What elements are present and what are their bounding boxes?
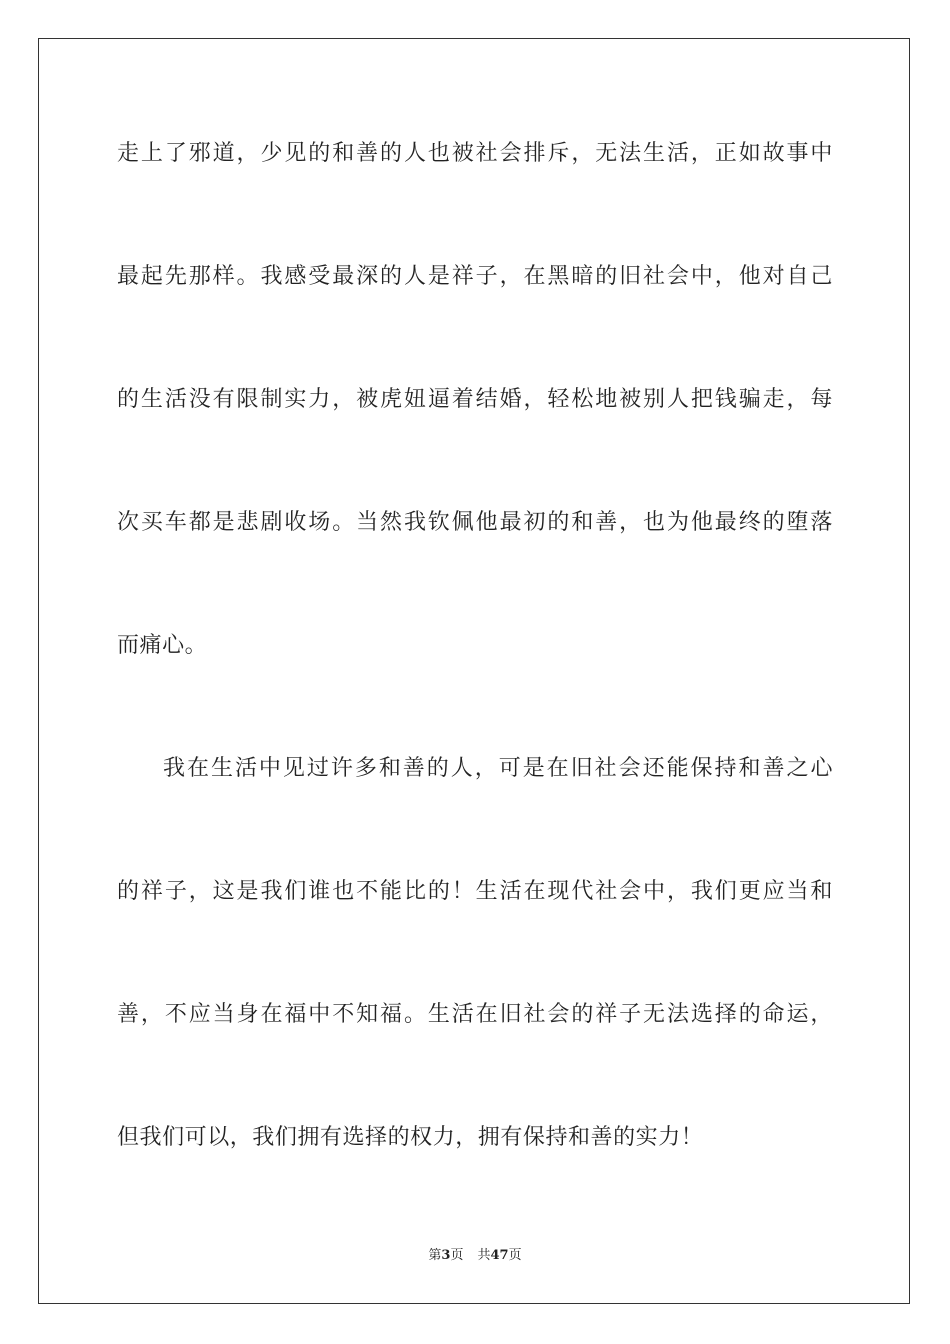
paragraph-line: 的祥子，这是我们谁也不能比的！生活在现代社会中，我们更应当和 <box>117 879 833 904</box>
paragraph-line: 但我们可以，我们拥有选择的权力，拥有保持和善的实力！ <box>117 1125 704 1150</box>
page-number: 3 <box>441 1248 451 1263</box>
paragraph-line: 次买车都是悲剧收场。当然我钦佩他最初的和善，也为他最终的堕落 <box>117 510 833 535</box>
paragraph-line: 善，不应当身在福中不知福。生活在旧社会的祥子无法选择的命运， <box>117 1002 833 1027</box>
paragraph-line: 而痛心。 <box>117 633 208 658</box>
total-prefix: 共 <box>477 1248 491 1263</box>
page-suffix: 页 <box>450 1248 464 1263</box>
paragraph-line: 最起先那样。我感受最深的人是祥子，在黑暗的旧社会中，他对自己 <box>117 264 833 289</box>
page-footer <box>0 1248 950 1264</box>
paragraph-line: 的生活没有限制实力，被虎妞逼着结婚，轻松地被别人把钱骗走，每 <box>117 387 833 412</box>
paragraph-line: 走上了邪道，少见的和善的人也被社会排斥，无法生活，正如故事中 <box>117 141 833 166</box>
total-suffix: 页 <box>508 1248 522 1263</box>
paragraph-line: 我在生活中见过许多和善的人，可是在旧社会还能保持和善之心 <box>163 756 833 781</box>
page-border <box>38 38 910 1304</box>
page-prefix: 第 <box>428 1248 442 1263</box>
total-pages: 47 <box>490 1248 509 1263</box>
